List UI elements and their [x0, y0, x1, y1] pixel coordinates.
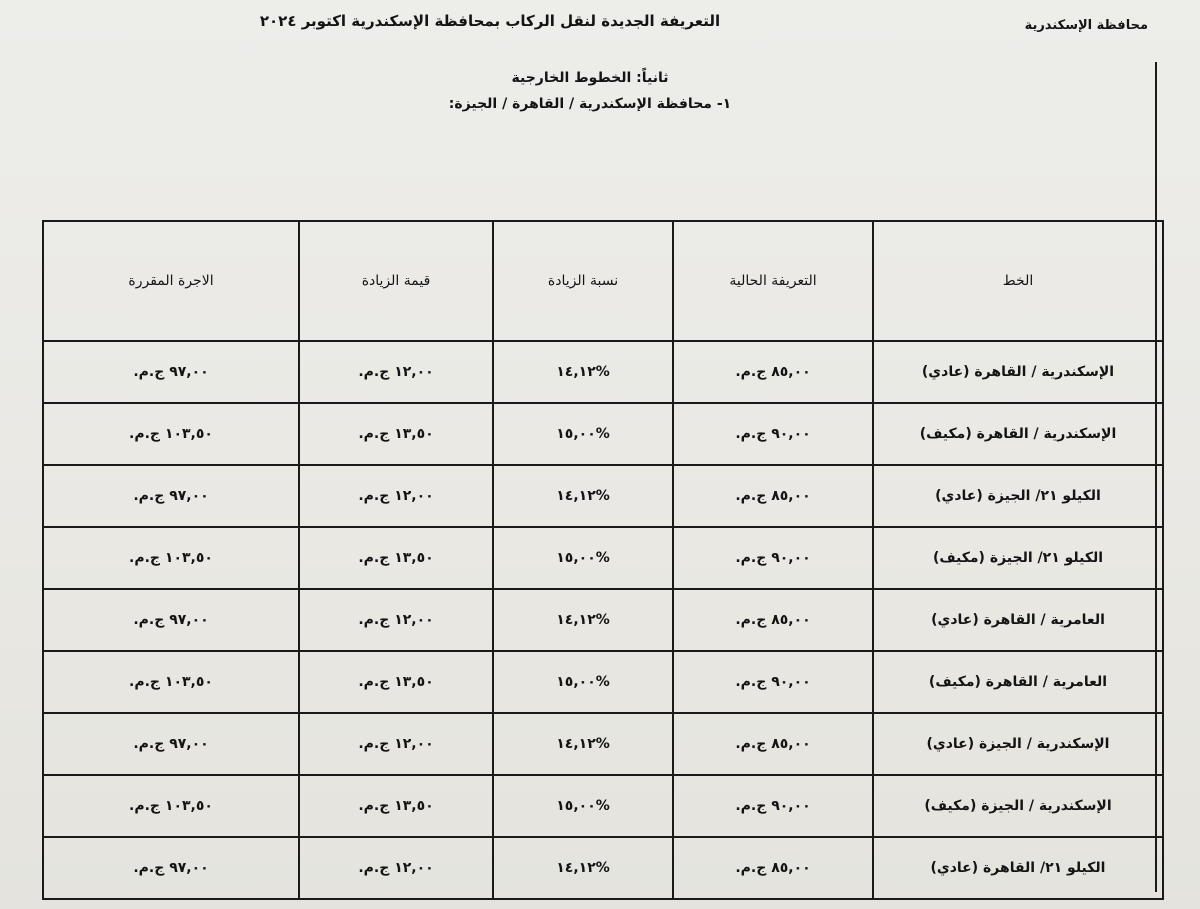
cell-approved-fare: ٩٧,٠٠ ج.م.	[43, 341, 299, 403]
cell-increase-value: ١٢,٠٠ ج.م.	[299, 713, 493, 775]
cell-current-fare: ٨٥,٠٠ ج.م.	[673, 589, 873, 651]
cell-line: الكيلو ٢١/ الجيزة (مكيف)	[873, 527, 1163, 589]
cell-current-fare: ٩٠,٠٠ ج.م.	[673, 775, 873, 837]
cell-approved-fare: ١٠٣,٥٠ ج.م.	[43, 651, 299, 713]
cell-line: الكيلو ٢١/ القاهرة (عادي)	[873, 837, 1163, 899]
table-row	[43, 403, 1163, 465]
cell-line: الإسكندرية / الجيزة (مكيف)	[873, 775, 1163, 837]
cell-approved-fare: ١٠٣,٥٠ ج.م.	[43, 527, 299, 589]
fare-table	[42, 220, 1164, 900]
cell-approved-fare: ١٠٣,٥٠ ج.م.	[43, 775, 299, 837]
cell-increase-value: ١٢,٠٠ ج.م.	[299, 589, 493, 651]
table-row	[43, 713, 1163, 775]
governorate-label: محافظة الإسكندرية	[1024, 18, 1148, 33]
cell-line: الإسكندرية / الجيزة (عادي)	[873, 713, 1163, 775]
cell-line: العامرية / القاهرة (مكيف)	[873, 651, 1163, 713]
table-row	[43, 527, 1163, 589]
cell-current-fare: ٩٠,٠٠ ج.م.	[673, 527, 873, 589]
table-row	[43, 775, 1163, 837]
cell-increase-value: ١٣,٥٠ ج.م.	[299, 403, 493, 465]
table-header-row	[43, 221, 1163, 341]
cell-approved-fare: ٩٧,٠٠ ج.م.	[43, 837, 299, 899]
cell-increase-percent: %١٤,١٢	[493, 341, 673, 403]
table-row	[43, 651, 1163, 713]
cell-increase-percent: %١٤,١٢	[493, 465, 673, 527]
cell-increase-percent: %١٥,٠٠	[493, 651, 673, 713]
section-heading: ثانياً: الخطوط الخارجية	[511, 70, 669, 86]
cell-increase-percent: %١٥,٠٠	[493, 403, 673, 465]
table-row	[43, 465, 1163, 527]
cell-approved-fare: ٩٧,٠٠ ج.م.	[43, 713, 299, 775]
cell-approved-fare: ٩٧,٠٠ ج.م.	[43, 589, 299, 651]
cell-current-fare: ٨٥,٠٠ ج.م.	[673, 465, 873, 527]
document-title: التعريفة الجديدة لنقل الركاب بمحافظة الإسكندرية اكتوبر ٢٠٢٤	[259, 12, 721, 30]
cell-line: الإسكندرية / القاهرة (مكيف)	[873, 403, 1163, 465]
header-approved-fare: الاجرة المقررة	[43, 221, 299, 341]
cell-line: الكيلو ٢١/ الجيزة (عادي)	[873, 465, 1163, 527]
cell-current-fare: ٩٠,٠٠ ج.م.	[673, 651, 873, 713]
cell-increase-value: ١٣,٥٠ ج.م.	[299, 775, 493, 837]
cell-current-fare: ٨٥,٠٠ ج.م.	[673, 713, 873, 775]
cell-increase-value: ١٣,٥٠ ج.م.	[299, 651, 493, 713]
cell-current-fare: ٨٥,٠٠ ج.م.	[673, 837, 873, 899]
cell-line: الإسكندرية / القاهرة (عادي)	[873, 341, 1163, 403]
cell-increase-percent: %١٥,٠٠	[493, 527, 673, 589]
cell-current-fare: ٩٠,٠٠ ج.م.	[673, 403, 873, 465]
cell-increase-value: ١٢,٠٠ ج.م.	[299, 341, 493, 403]
header-increase-value: قيمة الزيادة	[299, 221, 493, 341]
cell-approved-fare: ١٠٣,٥٠ ج.م.	[43, 403, 299, 465]
cell-current-fare: ٨٥,٠٠ ج.م.	[673, 341, 873, 403]
cell-increase-value: ١٣,٥٠ ج.م.	[299, 527, 493, 589]
cell-line: العامرية / القاهرة (عادي)	[873, 589, 1163, 651]
cell-approved-fare: ٩٧,٠٠ ج.م.	[43, 465, 299, 527]
table-row	[43, 341, 1163, 403]
cell-increase-value: ١٢,٠٠ ج.م.	[299, 465, 493, 527]
table-row	[43, 837, 1163, 899]
header-current-fare: التعريفة الحالية	[673, 221, 873, 341]
header-increase-percent: نسبة الزيادة	[493, 221, 673, 341]
cell-increase-percent: %١٥,٠٠	[493, 775, 673, 837]
header-line: الخط	[873, 221, 1163, 341]
subsection-heading: ١- محافظة الإسكندرية / القاهرة / الجيزة:	[448, 96, 732, 112]
cell-increase-percent: %١٤,١٢	[493, 837, 673, 899]
cell-increase-value: ١٢,٠٠ ج.م.	[299, 837, 493, 899]
table-row	[43, 589, 1163, 651]
cell-increase-percent: %١٤,١٢	[493, 589, 673, 651]
cell-increase-percent: %١٤,١٢	[493, 713, 673, 775]
